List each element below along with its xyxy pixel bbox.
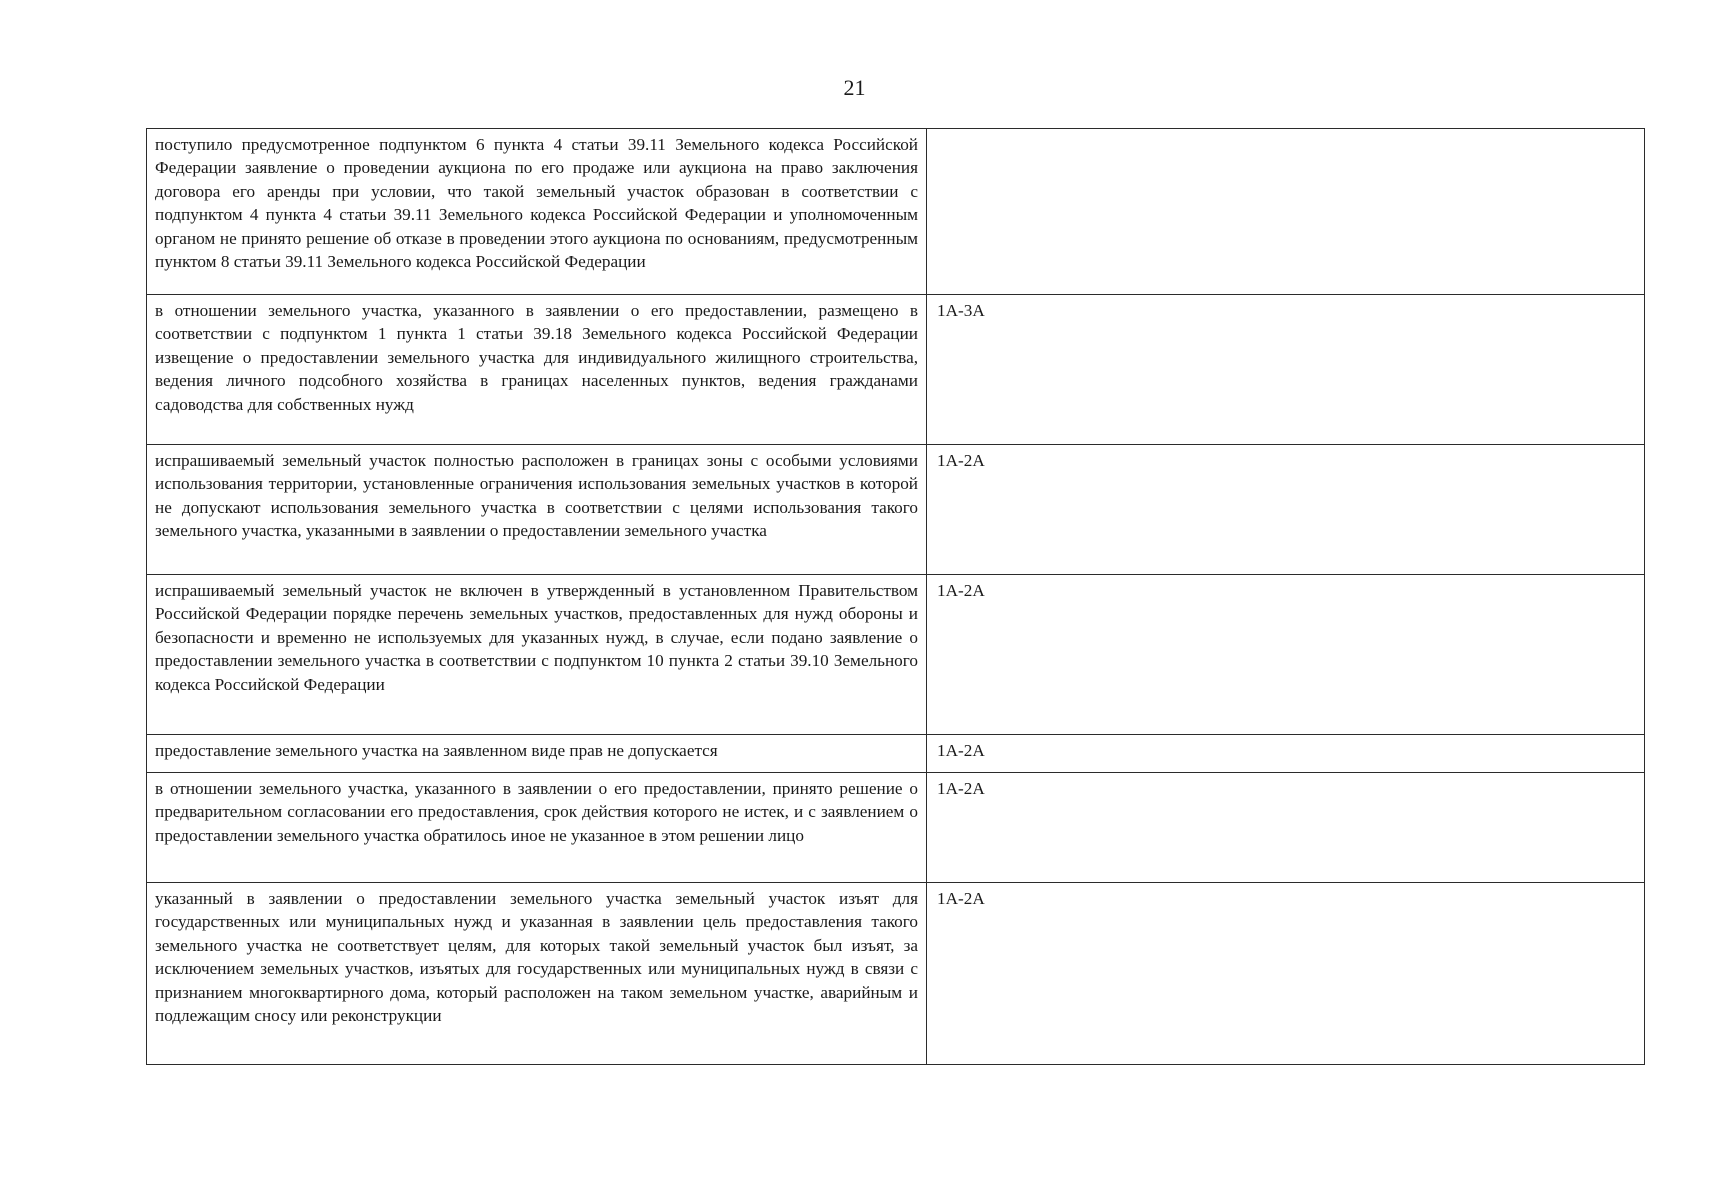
page-number: 21 bbox=[843, 75, 866, 100]
table-row bbox=[147, 883, 1645, 1065]
table-row bbox=[147, 773, 1645, 883]
reason-cell: предоставление земельного участка на заявленном виде прав не допускается bbox=[147, 735, 927, 773]
reason-cell: в отношении земельного участка, указанного в заявлении о его предоставлении, принято решение о предварительном согласовании его предоставления, срок действия которого не истек, и с заявлением о предоставлении земельного участка обратилось иное не указанное в этом решении лицо bbox=[147, 773, 927, 883]
reason-cell: в отношении земельного участка, указанного в заявлении о его предоставлении, размещено в соответствии с подпунктом 1 пункта 1 статьи 39.18 Земельного кодекса Российской Федерации извещение о предоставлении земельного участка для индивидуального жилищного строительства, ведения личного подсобного хозяйства в границах населенных пунктов, ведения гражданами садоводства для собственных нужд bbox=[147, 295, 927, 445]
code-cell: 1А-2А bbox=[927, 735, 1645, 773]
code-cell: 1А-3А bbox=[927, 295, 1645, 445]
table-row bbox=[147, 735, 1645, 773]
refusal-reasons-table bbox=[146, 128, 1645, 1065]
table-row bbox=[147, 129, 1645, 295]
code-cell: 1А-2А bbox=[927, 575, 1645, 735]
table-row bbox=[147, 295, 1645, 445]
reason-cell: поступило предусмотренное подпунктом 6 пункта 4 статьи 39.11 Земельного кодекса Российской Федерации заявление о проведении аукциона по его продаже или аукциона на право заключения договора его аренды при условии, что такой земельный участок образован в соответствии с подпунктом 4 пункта 4 статьи 39.11 Земельного кодекса Российской Федерации и уполномоченным органом не принято решение об отказе в проведении этого аукциона по основаниям, предусмотренным пунктом 8 статьи 39.11 Земельного кодекса Российской Федерации bbox=[147, 129, 927, 295]
code-cell: 1А-2А bbox=[927, 445, 1645, 575]
code-cell bbox=[927, 129, 1645, 295]
reason-cell: испрашиваемый земельный участок полностью расположен в границах зоны с особыми условиями использования территории, установленные ограничения использования земельных участков в которой не допускают использования земельного участка в соответствии с целями использования такого земельного участка, указанными в заявлении о предоставлении земельного участка bbox=[147, 445, 927, 575]
code-cell: 1А-2А bbox=[927, 773, 1645, 883]
code-cell: 1А-2А bbox=[927, 883, 1645, 1065]
reason-cell: испрашиваемый земельный участок не включен в утвержденный в установленном Правительством Российской Федерации порядке перечень земельных участков, предоставленных для нужд обороны и безопасности и временно не используемых для указанных нужд, в случае, если подано заявление о предоставлении земельного участка в соответствии с подпунктом 10 пункта 2 статьи 39.10 Земельного кодекса Российской Федерации bbox=[147, 575, 927, 735]
table-row bbox=[147, 575, 1645, 735]
reason-cell: указанный в заявлении о предоставлении земельного участка земельный участок изъят для государственных или муниципальных нужд и указанная в заявлении цель предоставления такого земельного участка не соответствует целям, для которых такой земельный участок был изъят, за исключением земельных участков, изъятых для государственных или муниципальных нужд в связи с признанием многоквартирного дома, который расположен на таком земельном участке, аварийным и подлежащим сносу или реконструкции bbox=[147, 883, 927, 1065]
table-row bbox=[147, 445, 1645, 575]
